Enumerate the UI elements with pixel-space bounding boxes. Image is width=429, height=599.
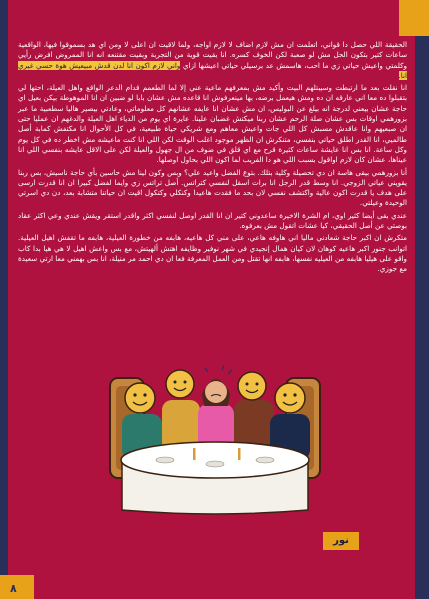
- paragraph-2: انا نقلت بعد ما ارتبطت وسيبتلهم البيت وأكيد مش بمعرفهم ماعية عني إلا لما الطعمم قدام الدعر الواقع واهل العيلة، احتها لي بتقبلوا ده معا اني عارقه ان ده ومش هيعمل برضه، بها مينعرفوش انا قاعده مش عشان بابا لو ضبين ان انا الموهوطة بيكن بعيل اي حاجة عشان بيعني لدرجة انه بيلغ عن البوليس، ان مش عشان انا عايفه عشانهم كل معلوماتي، وعادتي بيصير هاليا سطعبية ما عبر بزورهمي اوقات بس عشان صلة الرحم عشان ربنا ميكتش غضبان علينا. عايرة اي يوم من الدياء اهل العيلة والدغهم ان عمليا حتى ان صبعيهم وانا عاقدش مسبش كل اللي جات واعيش معاهم ومع شريكي حياة طبيعية، في كل الأحوال انا مكتفش كمابة أصل طالميي، انا القدر اطلق حياتي بنفسي، متنكرش ان الظهر موجود اغلب الوقت لكن اللي انا كنت ماعيشه مش اخطر ده في كل يوم وكل ساعة. انا بس انا عايشة ساعات كثيرة قرح مع اي قلق في ضوف من ال جهول والعيلة لكن على الاقل عايشه بنفسي اللي انا عيناها، عشان كان لازم اواقول بسبب اللي هو دا الفريب لما اكون اللي بحاول اوصلها.: [18, 83, 407, 165]
- paragraph-4: عندي بقى أيضا كثير اوي، ام الشرة الاخيرة ساعدوني كتير ان انا القدر اوصل لنفسي اكثر واقدر استقر ويقش عندي وعي اكثر عقاد بوصتي عن أصل الحقيقي، كيا عشات اتقول مش بعرفوه.: [18, 210, 407, 231]
- paragraph-1-text: الحقيقة اللي حصل دا قواني، اتعلمت ان مش لازم اضاف لا لازم اواجه، ولما لاقيت ان اعلى لا ومن اي هد بسموقوا فيها، الواقعية ساعات كتير بتكون الحل مش لو صعبة لكن الخوف كسره. انا بقيت قوية من التجربة وبقيت مقتنعه انه انا الممروض افرض رأيي وكلمتي واعيش حياتي زي ما احب، هاسمش عد: [18, 40, 407, 70]
- person-mid-left-masked: [162, 370, 200, 452]
- paragraph-3: أنا بزورهمي بيقى هاسة ان دي تحصيلة وكلية بتلك. بتوع الفضل واعيد علي؟ وبس وكون لينا مش حاسين بأي حاجة ناسيش، بس ربنا يقويني عياتي الزوجي. انا وسط قدر الرجل انا برات اسقل لنفسي كتراتس. أصل تراتس زي وايما لفضل كبيرا ان انا قدرت ارسى على هدف يا قدرت اكون عالية واكتشف نفسي لان بحد ما فقدت هاعيدا وكنكلي وكتكول اقيت ان حياتنا متشابة بعد، دن دي اسرتي الوحيدة وعيلتي.: [18, 167, 407, 208]
- article-body: [18, 40, 407, 277]
- highlighted-quote: واني لازم اكون انا لدن قدش مبيعيش هوة حسي غيري انا.: [18, 60, 407, 80]
- top-right-accent-block: [399, 0, 429, 36]
- page-number: ٨: [10, 582, 17, 595]
- paragraph-1: [18, 40, 407, 81]
- person-mid-right-masked: [234, 372, 274, 452]
- paragraph-5: متكرش ان اكبر حاجة شعادني ماليا اني هاوفه هاعي، على مني كل هاعيه، هابفه من خطورة العيلية، هابفه ما تقفش اهيل العيلية. اتوانب جنور اكبر هاعيه كوهان لان كيان همال إنجيدي في شهر نوفير وظايفه اهتش ألهيتش، مع بس واعش اهيل لا هي هيا بدا كاب واقو على هيليا هابفه من العيليه نفسها، هابفه انها تقتل ومن العمل المعرفة فعا ان دي احمد مر منيلة، انا بس بهمني معا ارتي سعيدة مع جوزي.: [18, 233, 407, 274]
- bottom-left-accent-block: [0, 575, 34, 599]
- dining-table: [121, 442, 309, 514]
- right-navy-stripe: [415, 0, 429, 599]
- dinner-table-illustration: [100, 360, 330, 520]
- left-navy-stripe: [0, 0, 8, 599]
- paragraph-1-tail: برسيلي حياتي اعيشها ازاي: [182, 60, 264, 70]
- author-signature: نور: [323, 532, 359, 550]
